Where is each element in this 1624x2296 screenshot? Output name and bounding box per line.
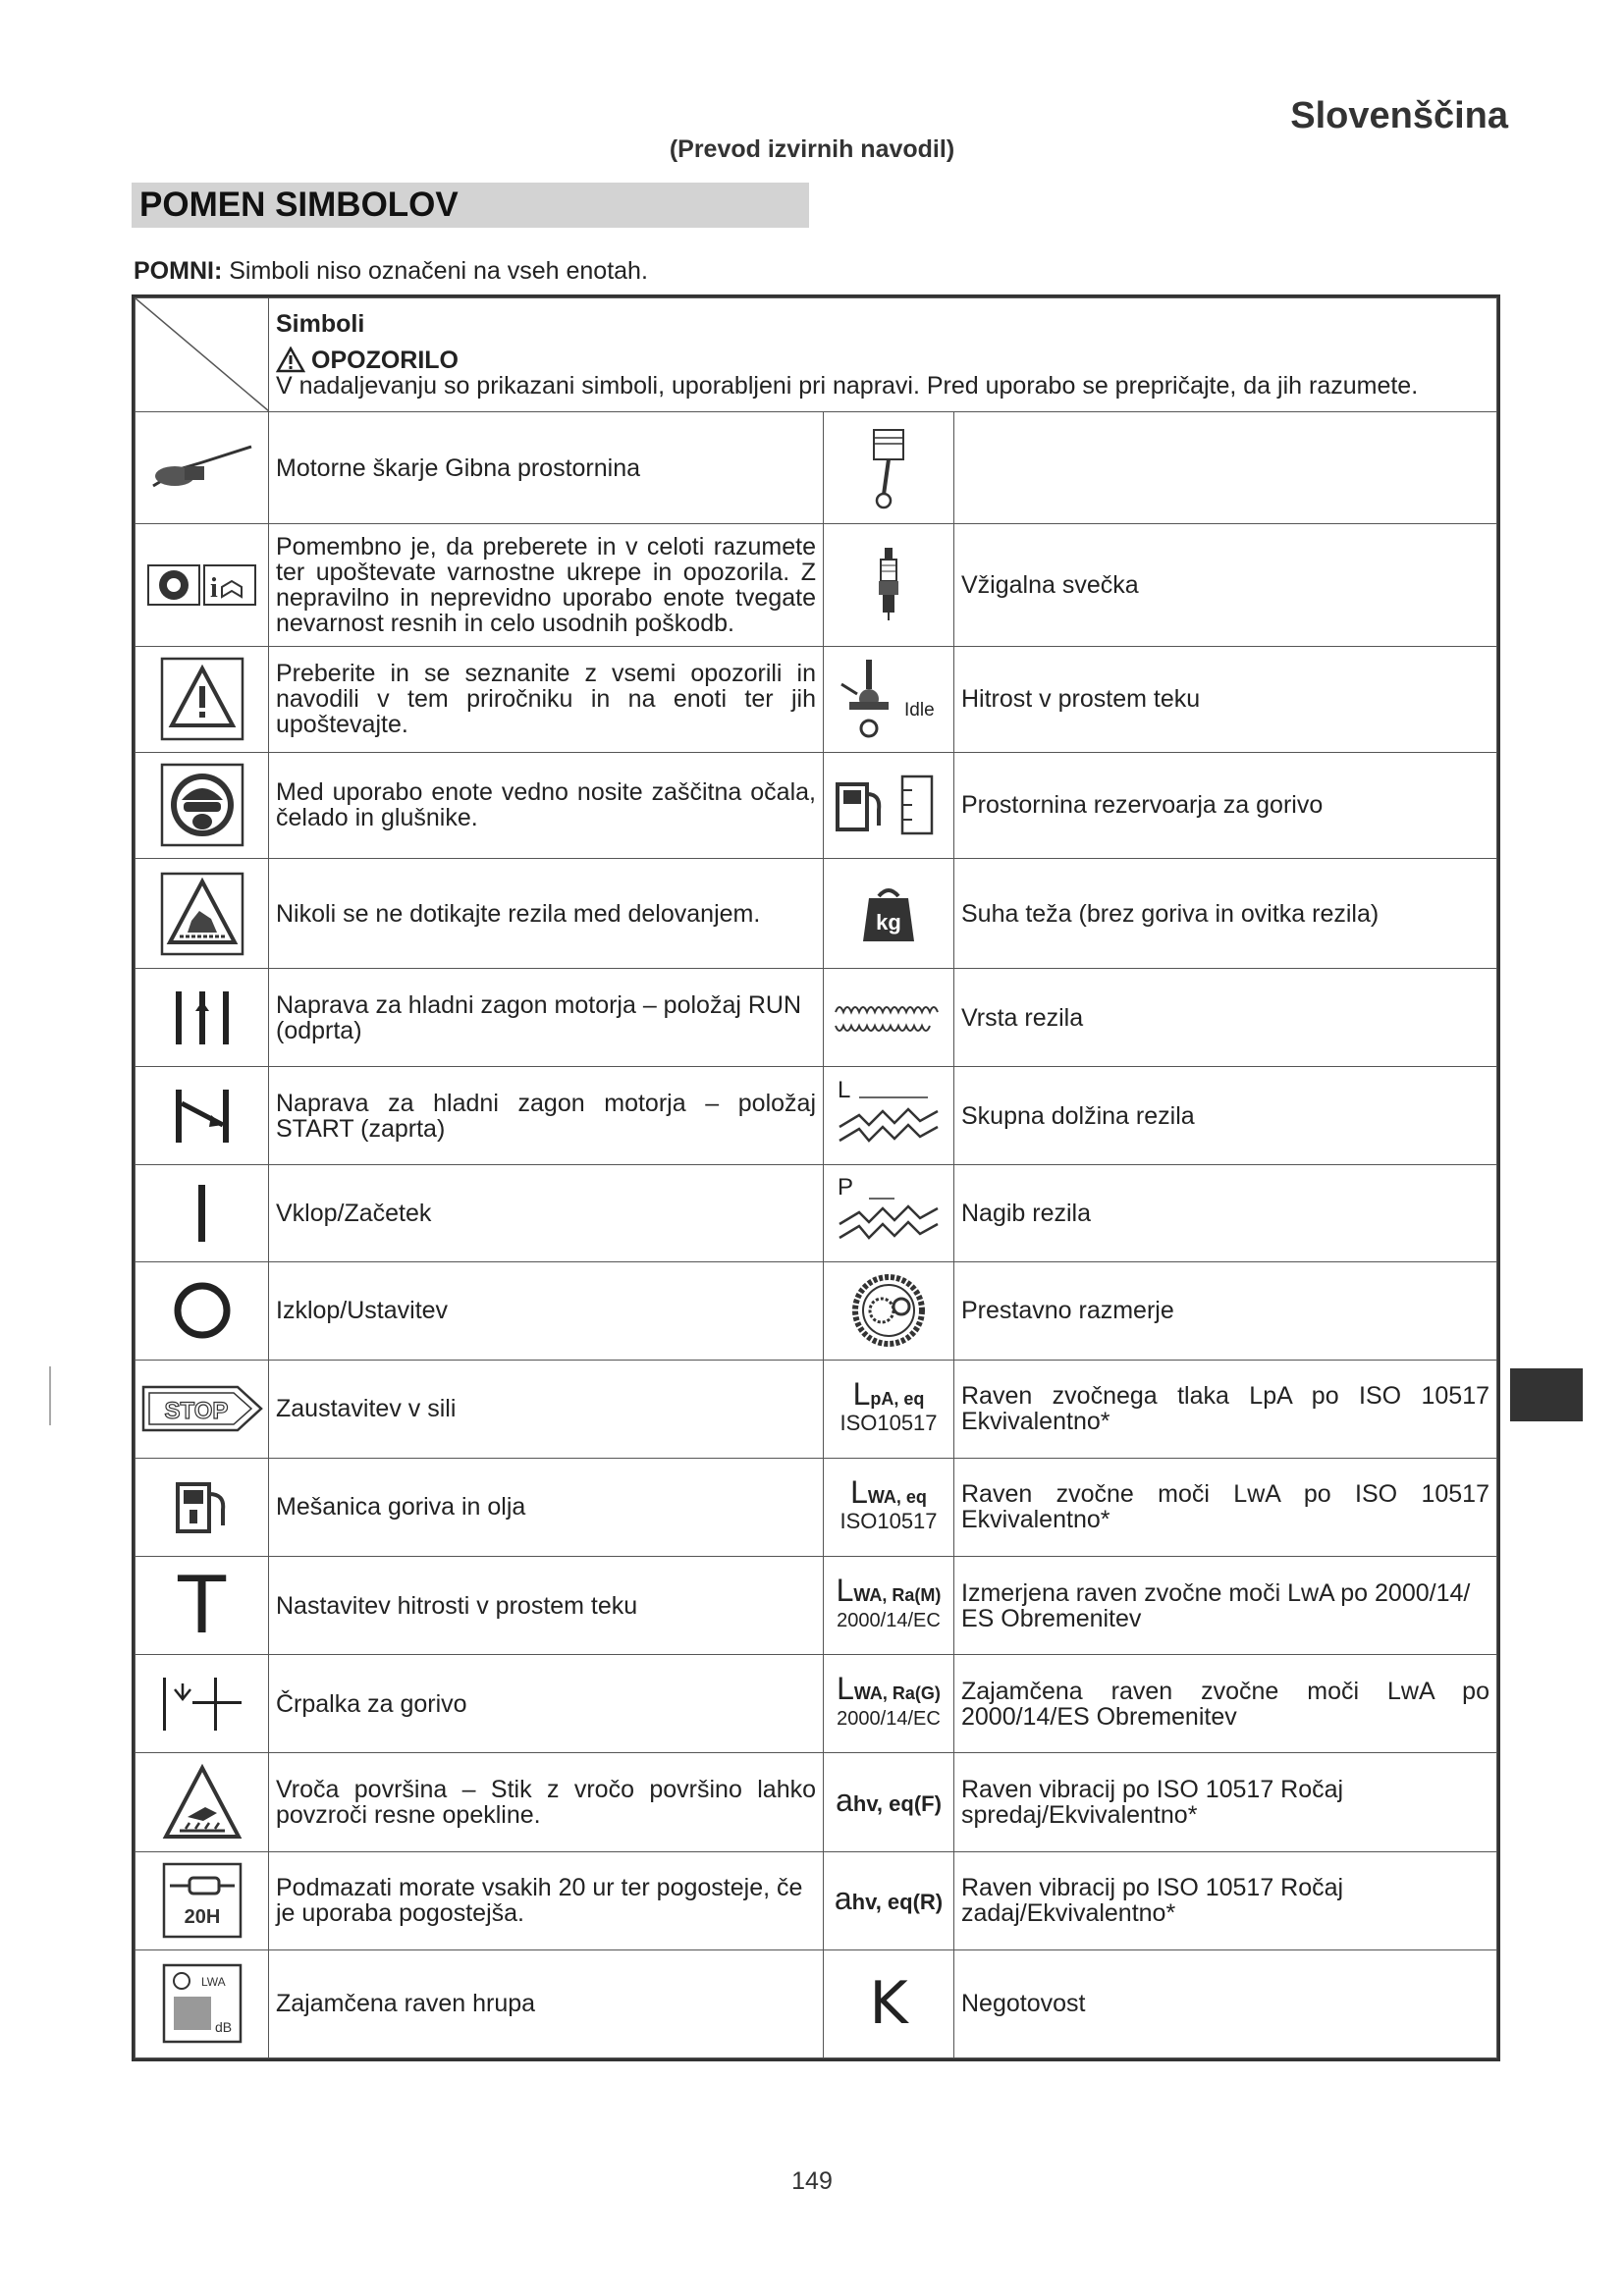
table-row	[135, 1655, 1497, 1753]
idle-speed-icon	[824, 646, 954, 752]
symbol-standard: 2000/14/EC	[837, 1708, 941, 1731]
symbol-standard: ISO10517	[839, 1411, 938, 1436]
table-row	[135, 752, 1497, 858]
db-label: dB	[214, 2019, 232, 2036]
symbol-main: L	[836, 1573, 854, 1609]
row-text-right: Prostornina rezervoarja za gorivo	[954, 752, 1497, 858]
row-text-right: Zajamčena raven zvočne moči LwA po 2000/14/ES Obremenitev	[954, 1655, 1497, 1753]
blade-hazard-icon	[135, 858, 269, 968]
fuel-pump-icon	[135, 1655, 269, 1753]
symbol-sub: WA, eq	[867, 1487, 927, 1508]
header-corner-cell	[135, 298, 269, 412]
row-text-left: Črpalka za gorivo	[269, 1655, 824, 1753]
section-title: POMEN SIMBOLOV	[132, 183, 809, 228]
warning-label: OPOZORILO	[311, 346, 459, 374]
note-text: Simboli niso označeni na vseh enotah.	[222, 257, 648, 285]
lubrication-icon	[135, 1851, 269, 1949]
symbol-main: L	[852, 1376, 871, 1413]
row-text-left: Motorne škarje Gibna prostornina	[269, 412, 824, 524]
symbol-sub: WA, Ra(G)	[853, 1683, 941, 1704]
row-text-right	[954, 412, 1497, 524]
table-row	[135, 1949, 1497, 2057]
read-manual-icon	[135, 524, 269, 646]
lwa-label: LWA	[200, 1975, 226, 1990]
fuel-tank-capacity-icon	[824, 752, 954, 858]
row-text-right: Prestavno razmerje	[954, 1261, 1497, 1360]
row-text-right: Vrsta rezila	[954, 969, 1497, 1067]
symbol-main: a	[834, 1881, 852, 1917]
symbol-standard: 2000/14/EC	[837, 1610, 941, 1632]
note	[134, 257, 648, 286]
emergency-stop-icon	[135, 1360, 269, 1458]
symbol-standard: ISO10517	[839, 1509, 938, 1534]
on-start-icon	[135, 1165, 269, 1261]
symbols-table	[132, 294, 1500, 2061]
table-row	[135, 646, 1497, 752]
gear-ratio-icon	[824, 1261, 954, 1360]
table-row	[135, 1753, 1497, 1851]
row-text-left: Mešanica goriva in olja	[269, 1458, 824, 1556]
symbol-main: L	[837, 1671, 854, 1707]
fuel-mixture-icon	[135, 1458, 269, 1556]
symbol-main: a	[836, 1782, 853, 1818]
symbol-sub: pA, eq	[870, 1389, 925, 1410]
warning-heading	[276, 347, 1489, 373]
blade-pitch-label: P	[838, 1174, 854, 1201]
table-row	[135, 858, 1497, 968]
row-text-right: Skupna dolžina rezila	[954, 1067, 1497, 1165]
warning-triangle-icon	[276, 347, 305, 373]
table-header-row	[135, 298, 1497, 412]
hot-surface-icon	[135, 1753, 269, 1851]
warning-symbol-icon	[135, 646, 269, 752]
row-text-right: Raven vibracij po ISO 10517 Ročaj zadaj/Ekvivalentno*	[954, 1851, 1497, 1949]
choke-run-icon	[135, 969, 269, 1067]
language-label: Slovenščina	[1290, 95, 1508, 136]
row-text-left: Vklop/Začetek	[269, 1165, 824, 1261]
row-text-left: Vroča površina – Stik z vročo površino lahko povzroči resne opekline.	[269, 1753, 824, 1851]
weight-unit-label: kg	[876, 909, 901, 934]
document-subtitle: (Prevod izvirnih navodil)	[669, 135, 955, 163]
row-text-right: Negotovost	[954, 1949, 1497, 2057]
row-text-left: Nikoli se ne dotikajte rezila med delovanjem.	[269, 858, 824, 968]
row-text-right: Vžigalna svečka	[954, 524, 1497, 646]
guaranteed-noise-icon	[135, 1949, 269, 2057]
row-text-right: Izmerjena raven zvočne moči LwA po 2000/14/ ES Obremenitev	[954, 1557, 1497, 1655]
vibration-rear-symbol	[824, 1851, 954, 1949]
table-row	[135, 1851, 1497, 1949]
row-text-right: Raven vibracij po ISO 10517 Ročaj spredaj/Ekvivalentno*	[954, 1753, 1497, 1851]
row-text-right: Hitrost v prostem teku	[954, 646, 1497, 752]
vibration-front-symbol	[824, 1753, 954, 1851]
uncertainty-symbol	[824, 1949, 954, 2057]
idle-adjust-icon	[135, 1557, 269, 1655]
section-tab-marker	[1510, 1368, 1583, 1421]
table-row	[135, 1067, 1497, 1165]
symbol-main: K	[869, 1969, 908, 2039]
idle-adjust-label: T	[178, 1559, 226, 1651]
symbol-sub: WA, Ra(M)	[853, 1585, 942, 1606]
symbol-main: L	[850, 1474, 868, 1511]
header-text-cell	[269, 298, 1497, 412]
row-text-left: Zaustavitev v sili	[269, 1360, 824, 1458]
row-text-left: Preberite in se seznanite z vsemi opozorili in navodili v tem priročniku in na enoti ter jih upoštevajte.	[269, 646, 824, 752]
table-row	[135, 1360, 1497, 1458]
warning-text: V nadaljevanju so prikazani simboli, uporabljeni pri napravi. Pred uporabo se prepričajte, da jih razumete.	[276, 372, 1419, 400]
page-number: 149	[791, 2167, 833, 2195]
row-text-left: Med uporabo enote vedno nosite zaščitna očala, čelado in glušnike.	[269, 752, 824, 858]
row-text-right: Raven zvočne moči LwA po ISO 10517 Ekvivalentno*	[954, 1458, 1497, 1556]
table-row	[135, 1557, 1497, 1655]
row-text-left: Podmazati morate vsakih 20 ur ter pogosteje, če je uporaba pogostejša.	[269, 1851, 824, 1949]
blade-length-label: L	[838, 1076, 851, 1103]
sound-power-symbol	[824, 1458, 954, 1556]
table-row	[135, 1165, 1497, 1261]
blade-length-icon	[824, 1067, 954, 1165]
table-row	[135, 412, 1497, 524]
guaranteed-sound-power-symbol	[824, 1655, 954, 1753]
symbol-sub: hv, eq(R)	[851, 1890, 944, 1915]
row-text-left: Izklop/Ustavitev	[269, 1261, 824, 1360]
row-text-right: Nagib rezila	[954, 1165, 1497, 1261]
row-text-left: Nastavitev hitrosti v prostem teku	[269, 1557, 824, 1655]
hedge-trimmer-icon	[135, 412, 269, 524]
table-row	[135, 524, 1497, 646]
note-label: POMNI:	[134, 257, 223, 285]
lube-interval-label: 20H	[184, 1906, 220, 1929]
row-text-left: Naprava za hladni zagon motorja – položaj START (zaprta)	[269, 1067, 824, 1165]
margin-line	[49, 1366, 51, 1425]
off-stop-icon	[135, 1261, 269, 1360]
measured-sound-power-symbol	[824, 1557, 954, 1655]
spark-plug-icon	[824, 524, 954, 646]
table-title: Simboli	[276, 310, 365, 339]
table-row	[135, 1458, 1497, 1556]
symbol-sub: hv, eq(F)	[852, 1790, 942, 1816]
choke-start-icon	[135, 1067, 269, 1165]
row-text-right: Suha teža (brez goriva in ovitka rezila)	[954, 858, 1497, 968]
table-row	[135, 1261, 1497, 1360]
row-text-right: Raven zvočnega tlaka LpA po ISO 10517 Ekvivalentno*	[954, 1360, 1497, 1458]
svg-text:i: i	[209, 572, 218, 604]
table-row	[135, 969, 1497, 1067]
sound-pressure-symbol	[824, 1360, 954, 1458]
piston-icon	[824, 412, 954, 524]
diagonal-line-icon	[135, 298, 269, 411]
row-text-left: Pomembno je, da preberete in v celoti razumete ter upoštevate varnostne ukrepe in opozorila. Z nepravilno in neprevidno uporabo enote tvegate nevarnost resnih in celo usodnih poškodb.	[269, 524, 824, 646]
weight-icon	[824, 858, 954, 968]
row-text-left: Naprava za hladni zagon motorja – položaj RUN (odprta)	[269, 969, 824, 1067]
protective-gear-icon	[135, 752, 269, 858]
stop-label: STOP	[164, 1398, 228, 1425]
idle-label: Idle	[904, 700, 935, 721]
blade-pitch-icon	[824, 1165, 954, 1261]
blade-type-icon	[824, 969, 954, 1067]
row-text-left: Zajamčena raven hrupa	[269, 1949, 824, 2057]
